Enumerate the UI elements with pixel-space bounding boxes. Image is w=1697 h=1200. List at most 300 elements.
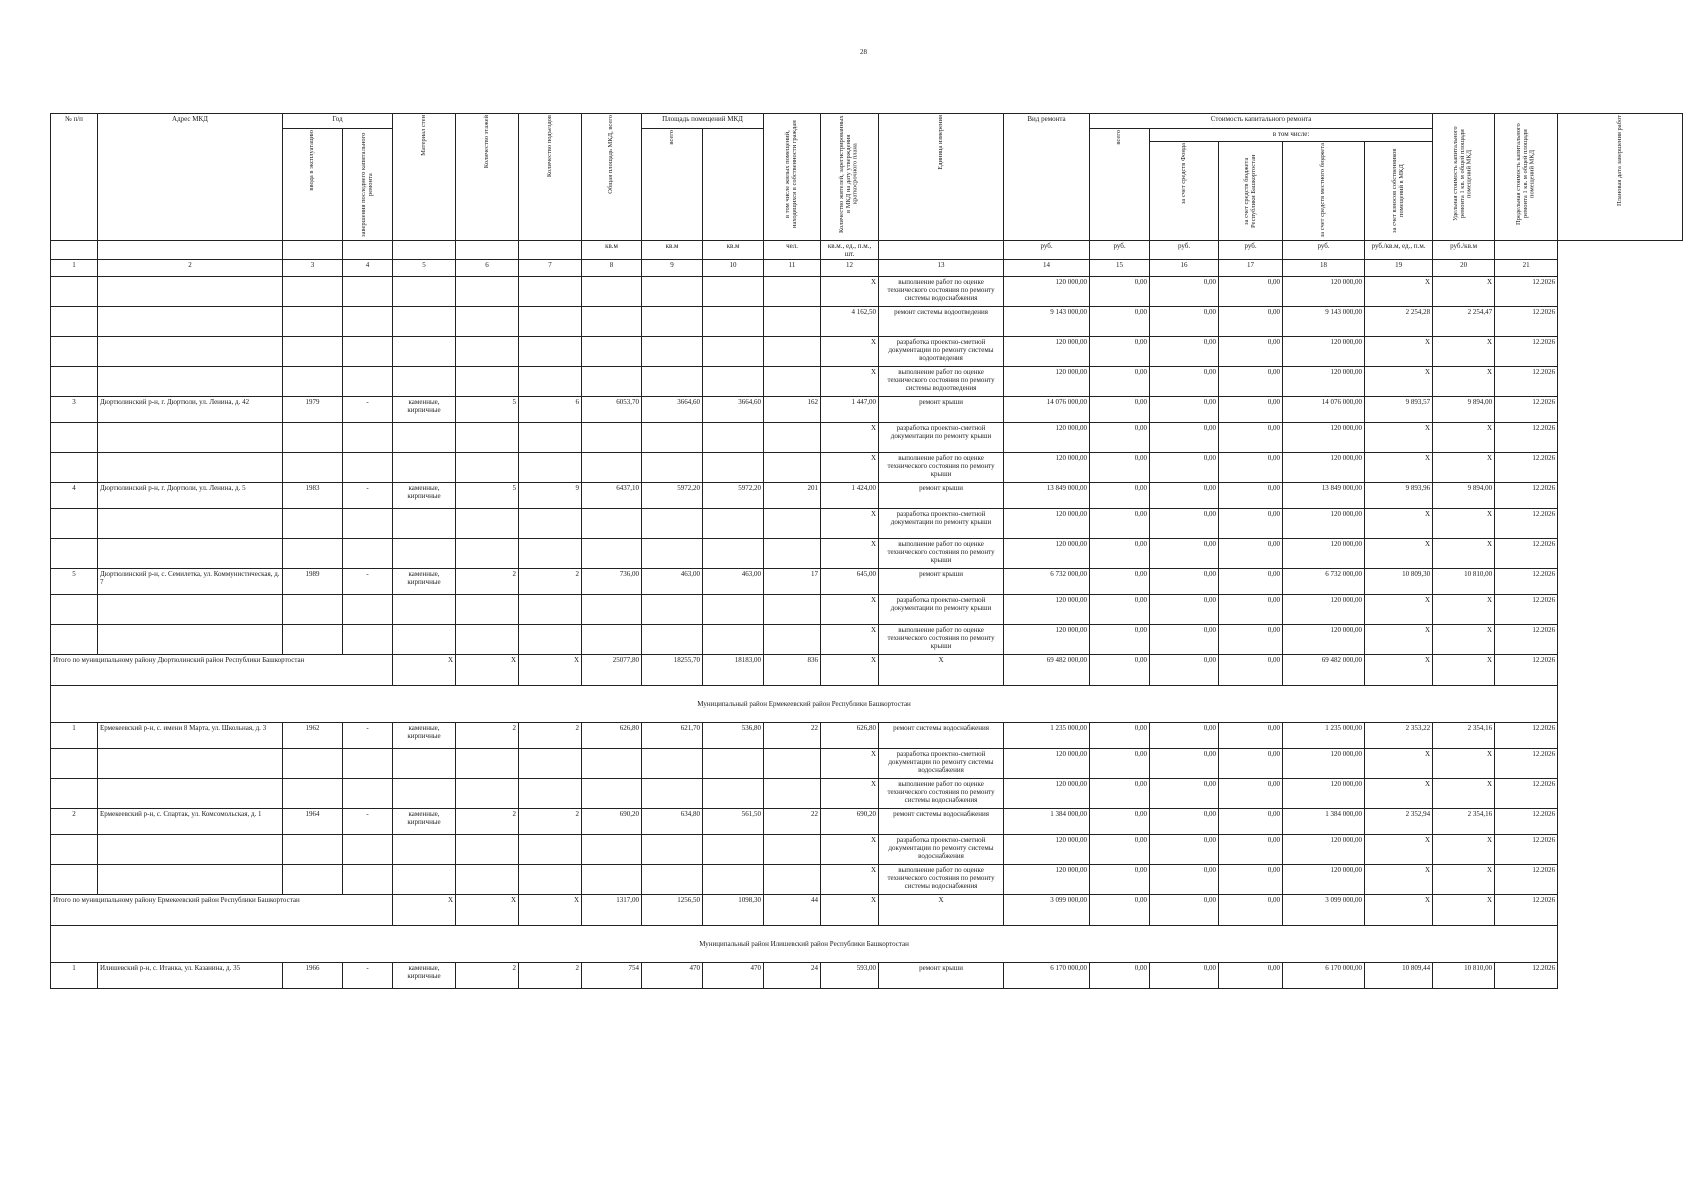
table-cell: 2 [456, 809, 519, 835]
table-cell: 12.2026 [1495, 865, 1558, 895]
column-number: 20 [1433, 260, 1495, 277]
table-cell [98, 277, 283, 307]
table-cell: 0,00 [1150, 595, 1219, 625]
subtotal-cell: 18255,70 [642, 655, 703, 686]
table-cell [703, 865, 764, 895]
table-cell: 621,70 [642, 723, 703, 749]
table-cell [519, 367, 582, 397]
table-cell: X [821, 625, 879, 655]
subtotal-label: Итого по муниципальному району Ермекеевский район Республики Башкортостан [51, 895, 393, 926]
table-cell [519, 423, 582, 453]
table-cell [98, 749, 283, 779]
table-cell: 634,80 [642, 809, 703, 835]
table-cell: 9 893,57 [1365, 397, 1433, 423]
table-cell [703, 509, 764, 539]
work-item-row [51, 453, 1683, 483]
table-cell: 0,00 [1219, 423, 1283, 453]
table-cell [98, 423, 283, 453]
table-cell: 2 353,22 [1365, 723, 1433, 749]
unit-cell: руб. [1150, 241, 1219, 260]
table-cell [519, 337, 582, 367]
table-cell [393, 625, 456, 655]
table-cell: X [821, 539, 879, 569]
table-cell: X [821, 277, 879, 307]
table-cell: 626,80 [582, 723, 642, 749]
work-item-row [51, 625, 1683, 655]
table-cell [764, 625, 821, 655]
table-cell [51, 779, 98, 809]
table-cell [343, 779, 393, 809]
table-cell [283, 779, 343, 809]
table-cell [456, 595, 519, 625]
table-cell: 0,00 [1219, 963, 1283, 989]
table-cell: 120 000,00 [1004, 779, 1090, 809]
table-cell: 0,00 [1150, 509, 1219, 539]
table-cell [764, 509, 821, 539]
column-number: 6 [456, 260, 519, 277]
subtotal-cell: 12.2026 [1495, 655, 1558, 686]
table-cell: 12.2026 [1495, 483, 1558, 509]
table-cell: 120 000,00 [1004, 625, 1090, 655]
building-row [51, 723, 1683, 749]
table-cell [51, 509, 98, 539]
table-cell: - [343, 569, 393, 595]
building-row [51, 483, 1683, 509]
unit-cell [519, 241, 582, 260]
subtotal-cell: 12.2026 [1495, 895, 1558, 926]
table-cell [343, 539, 393, 569]
table-cell: X [1433, 865, 1495, 895]
table-cell: 2 254,47 [1433, 307, 1495, 337]
table-cell: X [1365, 539, 1433, 569]
table-cell [393, 749, 456, 779]
table-cell [582, 509, 642, 539]
table-cell [764, 277, 821, 307]
table-cell: X [1433, 595, 1495, 625]
header-work-type: Вид ремонта [1004, 114, 1090, 241]
table-cell [642, 749, 703, 779]
table-cell: 463,00 [642, 569, 703, 595]
table-cell: 12.2026 [1495, 569, 1558, 595]
table-cell [98, 779, 283, 809]
table-cell: 162 [764, 397, 821, 423]
table-cell: 0,00 [1219, 539, 1283, 569]
table-cell [764, 779, 821, 809]
table-cell [51, 625, 98, 655]
table-cell: 12.2026 [1495, 367, 1558, 397]
table-cell [283, 367, 343, 397]
header-premises-living [703, 129, 764, 241]
table-cell: 13 849 000,00 [1283, 483, 1365, 509]
table-cell: 201 [764, 483, 821, 509]
capital-repair-table [50, 113, 1683, 989]
table-cell [582, 367, 642, 397]
table-cell: 0,00 [1219, 809, 1283, 835]
table-cell [51, 835, 98, 865]
table-cell: X [1433, 453, 1495, 483]
table-cell: Дюртюлинский р-н, г. Дюртюли, ул. Ленина, д. 42 [98, 397, 283, 423]
table-cell [343, 337, 393, 367]
column-number: 3 [283, 260, 343, 277]
table-cell: 0,00 [1090, 569, 1150, 595]
table-cell: 9 [519, 483, 582, 509]
table-cell: 2 [456, 963, 519, 989]
table-cell: 6 732 000,00 [1283, 569, 1365, 595]
table-cell: X [1365, 367, 1433, 397]
table-cell [283, 337, 343, 367]
table-cell: выполнение работ по оценке технического состояния по ремонту крыши [879, 625, 1004, 655]
table-cell: 120 000,00 [1004, 749, 1090, 779]
table-cell: 12.2026 [1495, 509, 1558, 539]
table-cell: 12.2026 [1495, 277, 1558, 307]
table-cell: Илишевский р-н, с. Итанка, ул. Казанина, д. 35 [98, 963, 283, 989]
unit-cell: руб./кв.м [1433, 241, 1495, 260]
table-cell [582, 749, 642, 779]
table-cell: 0,00 [1219, 835, 1283, 865]
table-cell [582, 835, 642, 865]
subtotal-cell: 0,00 [1219, 895, 1283, 926]
table-cell: 12.2026 [1495, 337, 1558, 367]
table-cell: 690,20 [582, 809, 642, 835]
table-cell: 3664,60 [642, 397, 703, 423]
table-cell [456, 835, 519, 865]
table-cell: 3664,60 [703, 397, 764, 423]
table-cell: 5 [51, 569, 98, 595]
table-cell: 120 000,00 [1283, 423, 1365, 453]
table-cell: X [1433, 337, 1495, 367]
table-cell: X [821, 749, 879, 779]
table-cell: 120 000,00 [1283, 539, 1365, 569]
table-cell: 0,00 [1090, 749, 1150, 779]
table-cell: 120 000,00 [1283, 749, 1365, 779]
table-cell: 120 000,00 [1283, 453, 1365, 483]
table-cell [642, 835, 703, 865]
subtotal-cell: 25077,80 [582, 655, 642, 686]
table-cell: 0,00 [1219, 595, 1283, 625]
table-cell: X [821, 509, 879, 539]
table-cell [456, 779, 519, 809]
table-cell: выполнение работ по оценке технического состояния по ремонту крыши [879, 539, 1004, 569]
table-cell [519, 749, 582, 779]
table-cell: X [1433, 749, 1495, 779]
table-cell [642, 509, 703, 539]
subtotal-cell: 836 [764, 655, 821, 686]
table-cell: 2 354,16 [1433, 809, 1495, 835]
table-cell: 2 [519, 809, 582, 835]
table-cell: 0,00 [1090, 779, 1150, 809]
unit-cell: руб. [1090, 241, 1150, 260]
table-cell: 0,00 [1219, 865, 1283, 895]
column-number: 21 [1495, 260, 1558, 277]
table-cell [343, 595, 393, 625]
table-cell [343, 625, 393, 655]
table-cell: 1 424,00 [821, 483, 879, 509]
table-cell [343, 865, 393, 895]
table-cell: 6053,70 [582, 397, 642, 423]
table-cell: 536,80 [703, 723, 764, 749]
table-cell [582, 865, 642, 895]
table-cell: разработка проектно-сметной документации по ремонту крыши [879, 595, 1004, 625]
table-cell: 120 000,00 [1004, 509, 1090, 539]
table-cell: X [1365, 749, 1433, 779]
column-number: 7 [519, 260, 582, 277]
subtotal-cell: 3 099 000,00 [1004, 895, 1090, 926]
table-cell [703, 749, 764, 779]
table-cell [393, 595, 456, 625]
table-cell [642, 307, 703, 337]
table-cell: 0,00 [1090, 963, 1150, 989]
header-unit: Единица измерения [879, 114, 1004, 241]
table-cell [703, 307, 764, 337]
header-floors: Количество этажей [456, 114, 519, 241]
table-cell: 12.2026 [1495, 307, 1558, 337]
table-cell [764, 423, 821, 453]
table-cell: каменные, кирпичные [393, 809, 456, 835]
table-cell [582, 595, 642, 625]
table-cell [519, 779, 582, 809]
table-cell: 0,00 [1150, 307, 1219, 337]
table-cell [343, 307, 393, 337]
table-cell [283, 835, 343, 865]
unit-cell [283, 241, 343, 260]
table-cell [283, 277, 343, 307]
unit-cell [343, 241, 393, 260]
subtotal-cell: 69 482 000,00 [1283, 655, 1365, 686]
table-cell: X [1433, 835, 1495, 865]
table-cell: 0,00 [1219, 749, 1283, 779]
table-cell: 5 [456, 397, 519, 423]
table-cell [393, 453, 456, 483]
table-cell: 0,00 [1090, 397, 1150, 423]
subtotal-cell: X [393, 895, 456, 926]
table-cell: 120 000,00 [1283, 509, 1365, 539]
header-row-1 [51, 114, 1683, 129]
table-cell [642, 865, 703, 895]
table-cell: 1964 [283, 809, 343, 835]
building-row [51, 809, 1683, 835]
table-cell: 463,00 [703, 569, 764, 595]
table-cell: 0,00 [1090, 835, 1150, 865]
table-cell: 9 143 000,00 [1004, 307, 1090, 337]
unit-cell [98, 241, 283, 260]
table-cell: Ермекеевский р-н, с. Спартак, ул. Комсомольская, д. 1 [98, 809, 283, 835]
table-cell [393, 509, 456, 539]
header-max-cost: Предельная стоимость капитального ремонта 1 кв. м общей площади помещений МКД [1495, 114, 1558, 241]
table-cell [642, 595, 703, 625]
subtotal-cell: 3 099 000,00 [1283, 895, 1365, 926]
table-cell: 4 162,50 [821, 307, 879, 337]
table-cell: Ермекеевский р-н, с. имени 8 Марта, ул. Школьная, д. 3 [98, 723, 283, 749]
table-cell [98, 625, 283, 655]
unit-cell: руб. [1219, 241, 1283, 260]
table-cell: 120 000,00 [1004, 423, 1090, 453]
table-cell [343, 835, 393, 865]
unit-cell [456, 241, 519, 260]
column-number: 1 [51, 260, 98, 277]
table-cell: X [1365, 337, 1433, 367]
table-cell: 9 894,00 [1433, 483, 1495, 509]
table-cell: X [821, 453, 879, 483]
table-cell [283, 625, 343, 655]
table-cell: 120 000,00 [1283, 835, 1365, 865]
table-cell: 0,00 [1090, 423, 1150, 453]
table-cell: X [821, 835, 879, 865]
table-cell [519, 539, 582, 569]
table-cell: выполнение работ по оценке технического состояния по ремонту системы водоснабжения [879, 865, 1004, 895]
table-cell: X [821, 865, 879, 895]
table-cell: 0,00 [1150, 809, 1219, 835]
table-cell: 12.2026 [1495, 453, 1558, 483]
table-cell: 0,00 [1219, 779, 1283, 809]
column-number: 18 [1283, 260, 1365, 277]
table-cell: выполнение работ по оценке технического состояния по ремонту крыши [879, 453, 1004, 483]
table-cell: 1962 [283, 723, 343, 749]
table-cell: 120 000,00 [1283, 595, 1365, 625]
table-cell: 120 000,00 [1004, 539, 1090, 569]
table-cell: X [821, 337, 879, 367]
table-cell: 2 [519, 963, 582, 989]
header-year-commission: ввода в эксплуатацию [283, 129, 343, 241]
table-cell [343, 749, 393, 779]
table-cell [283, 509, 343, 539]
table-cell: 0,00 [1090, 307, 1150, 337]
work-item-row [51, 865, 1683, 895]
table-cell: 120 000,00 [1283, 779, 1365, 809]
unit-cell: руб. [1004, 241, 1090, 260]
table-cell: 2 [519, 723, 582, 749]
table-cell [642, 423, 703, 453]
table-cell: ремонт системы водоснабжения [879, 723, 1004, 749]
table-cell [519, 835, 582, 865]
table-cell: X [1433, 423, 1495, 453]
table-cell [393, 865, 456, 895]
table-cell: 1989 [283, 569, 343, 595]
table-cell: 9 143 000,00 [1283, 307, 1365, 337]
table-cell: 0,00 [1219, 569, 1283, 595]
table-cell [764, 865, 821, 895]
table-cell: 0,00 [1150, 865, 1219, 895]
column-number: 16 [1150, 260, 1219, 277]
table-cell: 0,00 [1219, 509, 1283, 539]
subtotal-cell: 18183,00 [703, 655, 764, 686]
table-cell: ремонт крыши [879, 963, 1004, 989]
table-cell [98, 509, 283, 539]
header-cost-group: Стоимость капитального ремонта [1090, 114, 1433, 129]
unit-cell: кв.м [703, 241, 764, 260]
table-cell: 120 000,00 [1283, 625, 1365, 655]
column-numbers-row [51, 260, 1683, 277]
table-cell: 0,00 [1090, 539, 1150, 569]
table-cell: 22 [764, 723, 821, 749]
table-cell: 0,00 [1150, 453, 1219, 483]
table-cell: 14 076 000,00 [1004, 397, 1090, 423]
header-no: № п/п [51, 114, 98, 241]
table-cell [393, 337, 456, 367]
table-cell [51, 277, 98, 307]
table-cell: Дюртюлинский р-н, г. Дюртюли, ул. Ленина, д. 5 [98, 483, 283, 509]
table-cell: каменные, кирпичные [393, 483, 456, 509]
table-cell: выполнение работ по оценке технического состояния по ремонту системы водоснабжения [879, 779, 1004, 809]
table-cell: 0,00 [1090, 723, 1150, 749]
table-cell: 0,00 [1150, 625, 1219, 655]
table-cell [703, 337, 764, 367]
column-number: 9 [642, 260, 703, 277]
table-cell: 5972,20 [642, 483, 703, 509]
subtotal-cell: X [879, 895, 1004, 926]
table-cell: 120 000,00 [1004, 595, 1090, 625]
table-cell [283, 595, 343, 625]
header-unit-cost: Удельная стоимость капитального ремонта 1 кв. м общей площади помещений МКД [1433, 114, 1495, 241]
table-cell [98, 453, 283, 483]
work-item-row [51, 779, 1683, 809]
column-number: 17 [1219, 260, 1283, 277]
table-cell [393, 539, 456, 569]
table-cell [51, 865, 98, 895]
table-cell: 0,00 [1150, 569, 1219, 595]
table-cell [51, 453, 98, 483]
table-cell: 6437,10 [582, 483, 642, 509]
table-cell: 0,00 [1090, 809, 1150, 835]
table-cell: 5972,20 [703, 483, 764, 509]
table-cell: 0,00 [1219, 397, 1283, 423]
table-cell: 0,00 [1150, 749, 1219, 779]
subtotal-row [51, 655, 1683, 686]
table-cell: выполнение работ по оценке технического состояния по ремонту системы водоснабжения [879, 277, 1004, 307]
table-cell: 10 809,44 [1365, 963, 1433, 989]
table-cell: 9 893,96 [1365, 483, 1433, 509]
column-number: 13 [879, 260, 1004, 277]
subtotal-row [51, 895, 1683, 926]
table-cell [519, 595, 582, 625]
table-cell [283, 539, 343, 569]
building-row [51, 569, 1683, 595]
table-cell [642, 625, 703, 655]
table-cell [393, 277, 456, 307]
unit-cell: чел. [764, 241, 821, 260]
column-number: 15 [1090, 260, 1150, 277]
table-cell: 6 170 000,00 [1283, 963, 1365, 989]
table-cell: X [1433, 277, 1495, 307]
table-cell [98, 865, 283, 895]
table-cell: 470 [642, 963, 703, 989]
table-cell [642, 367, 703, 397]
table-cell: 736,00 [582, 569, 642, 595]
table-cell [283, 865, 343, 895]
table-cell: 2 254,28 [1365, 307, 1433, 337]
column-number: 10 [703, 260, 764, 277]
subtotal-cell: 0,00 [1090, 895, 1150, 926]
table-cell: X [1365, 625, 1433, 655]
table-cell [393, 423, 456, 453]
table-cell: 12.2026 [1495, 539, 1558, 569]
municipality-title: Муниципальный район Илишевский район Республики Башкортостан [51, 926, 1558, 963]
table-cell: 0,00 [1150, 367, 1219, 397]
table-cell [283, 453, 343, 483]
table-cell [519, 625, 582, 655]
work-item-row [51, 509, 1683, 539]
table-cell: X [1433, 509, 1495, 539]
page-number: 28 [860, 48, 867, 56]
building-row [51, 397, 1683, 423]
table-cell: 12.2026 [1495, 625, 1558, 655]
table-cell [343, 277, 393, 307]
table-cell: 22 [764, 809, 821, 835]
table-cell: 626,80 [821, 723, 879, 749]
table-cell: 0,00 [1219, 337, 1283, 367]
table-cell: 470 [703, 963, 764, 989]
subtotal-cell: X [1433, 655, 1495, 686]
table-cell: 12.2026 [1495, 749, 1558, 779]
